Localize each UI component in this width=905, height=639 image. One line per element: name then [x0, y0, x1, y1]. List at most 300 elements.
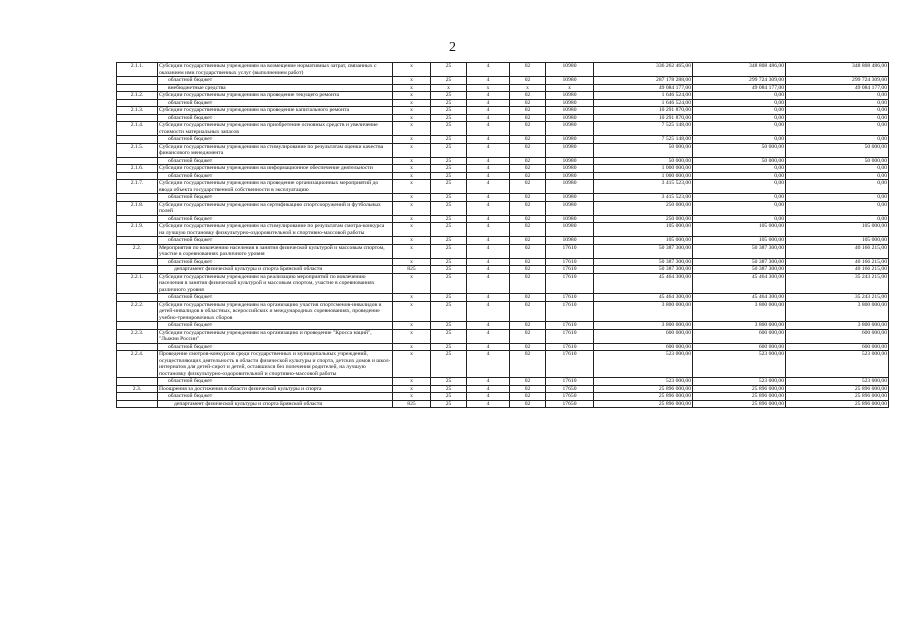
row-name: Субсидии государственным учреждениям на организацию и проведение "Кросса наций", "Лыжни России" [158, 329, 393, 343]
row-target: 02 [510, 400, 546, 408]
row-expense-type: 17610 [546, 343, 594, 351]
row-sum-year1: 50 387 300,00 [594, 266, 693, 274]
table-row [117, 215, 889, 223]
row-code [117, 393, 158, 401]
row-section: 25 [431, 107, 467, 115]
row-code: 2.2. [117, 244, 158, 258]
row-grbs: х [393, 84, 431, 92]
row-target: 02 [510, 180, 546, 194]
table-row [117, 180, 889, 194]
row-sum-year3: 0,00 [786, 165, 889, 173]
row-expense-type: 17650 [546, 400, 594, 408]
row-target: 02 [510, 92, 546, 100]
row-sum-year3: 0,00 [786, 201, 889, 215]
row-expense-type: 10980 [546, 77, 594, 85]
row-sum-year1: 3 415 523,00 [594, 194, 693, 202]
row-name: Мероприятия по вовлечению населения в занятия физической культурой и массовым спортом, участие в соревнованиях различного уровня [158, 244, 393, 258]
row-sum-year2: 0,00 [693, 122, 786, 136]
row-code [117, 343, 158, 351]
row-name: Субсидии государственным учреждениям на проведение текущего ремонта [158, 92, 393, 100]
row-sum-year1: 600 000,00 [594, 343, 693, 351]
row-expense-type: 10980 [546, 165, 594, 173]
row-expense-type: 17610 [546, 258, 594, 266]
row-code [117, 322, 158, 330]
row-sum-year2: 50 000,00 [693, 143, 786, 157]
row-target: 02 [510, 237, 546, 245]
row-section: 25 [431, 157, 467, 165]
row-expense-type: х [546, 84, 594, 92]
table-row [117, 378, 889, 386]
row-code [117, 157, 158, 165]
row-grbs: х [393, 201, 431, 215]
row-subsection: 4 [467, 63, 510, 77]
row-sum-year2: 25 896 000,00 [693, 393, 786, 401]
row-code [117, 194, 158, 202]
row-sum-year1: 50 387 300,00 [594, 258, 693, 266]
row-sum-year3: 0,00 [786, 172, 889, 180]
row-section: 25 [431, 180, 467, 194]
row-subsection: 4 [467, 157, 510, 165]
row-code: 2.3. [117, 385, 158, 393]
table-row [117, 258, 889, 266]
row-target: 02 [510, 114, 546, 122]
row-code [117, 258, 158, 266]
row-subsection: 4 [467, 172, 510, 180]
row-expense-type: 10980 [546, 63, 594, 77]
row-name: областной бюджет [158, 114, 393, 122]
row-grbs: х [393, 136, 431, 144]
row-subsection: 4 [467, 273, 510, 294]
row-expense-type: 10980 [546, 136, 594, 144]
row-section: 25 [431, 92, 467, 100]
row-name: Проведение смотров-конкурсов среди государственных и муниципальных учреждений, осуществляющих деятельность в области физической культуры и спорта, детских домов и школ-интернатов для детей-сирот и детей, оставшихся без попечения родителей, на лучшую постановку физкультурно-оздоровительной и спортивно-массовой работы [158, 351, 393, 378]
row-code [117, 266, 158, 274]
row-sum-year1: 1 000 000,00 [594, 165, 693, 173]
row-subsection: 4 [467, 201, 510, 215]
row-grbs: х [393, 343, 431, 351]
row-subsection: 4 [467, 378, 510, 386]
row-sum-year1: 3 415 523,00 [594, 180, 693, 194]
row-section: 25 [431, 122, 467, 136]
row-section: 25 [431, 301, 467, 322]
row-sum-year2: 50 387 300,00 [693, 266, 786, 274]
row-sum-year1: 45 464 300,00 [594, 294, 693, 302]
row-sum-year2: 0,00 [693, 92, 786, 100]
row-target: 02 [510, 136, 546, 144]
row-expense-type: 17650 [546, 393, 594, 401]
table-row [117, 122, 889, 136]
row-sum-year1: 250 000,00 [594, 215, 693, 223]
row-target: 02 [510, 194, 546, 202]
row-subsection: 4 [467, 385, 510, 393]
row-target: 02 [510, 301, 546, 322]
table-row [117, 172, 889, 180]
row-grbs: х [393, 99, 431, 107]
budget-table [116, 62, 889, 408]
row-subsection: 4 [467, 194, 510, 202]
row-grbs: х [393, 378, 431, 386]
row-name: Субсидии государственным учреждениям на проведение организационных мероприятий до ввода объекта государственной собственности в эксплуатацию [158, 180, 393, 194]
row-expense-type: 10980 [546, 172, 594, 180]
row-code [117, 77, 158, 85]
row-grbs: х [393, 322, 431, 330]
row-target: 02 [510, 99, 546, 107]
table-row [117, 266, 889, 274]
row-code [117, 237, 158, 245]
row-sum-year3: 523 000,00 [786, 378, 889, 386]
row-sum-year3: 348 808 486,00 [786, 63, 889, 77]
row-sum-year1: 45 464 300,00 [594, 273, 693, 294]
table-row [117, 92, 889, 100]
table-row [117, 107, 889, 115]
row-subsection: 4 [467, 114, 510, 122]
row-sum-year2: 50 000,00 [693, 157, 786, 165]
row-grbs: х [393, 258, 431, 266]
row-section: 25 [431, 393, 467, 401]
row-sum-year2: 25 896 000,00 [693, 400, 786, 408]
row-sum-year3: 0,00 [786, 114, 889, 122]
row-grbs: х [393, 114, 431, 122]
row-section: 25 [431, 266, 467, 274]
table-row [117, 393, 889, 401]
row-sum-year2: 25 896 000,00 [693, 385, 786, 393]
row-sum-year2: 0,00 [693, 136, 786, 144]
row-expense-type: 10980 [546, 122, 594, 136]
table-row [117, 385, 889, 393]
table-row [117, 201, 889, 215]
row-expense-type: 17610 [546, 294, 594, 302]
row-subsection: 4 [467, 77, 510, 85]
row-code: 2.2.2. [117, 301, 158, 322]
row-sum-year2: 600 000,00 [693, 329, 786, 343]
row-sum-year3: 299 724 309,00 [786, 77, 889, 85]
row-sum-year2: 348 808 486,00 [693, 63, 786, 77]
row-grbs: х [393, 301, 431, 322]
row-subsection: 4 [467, 180, 510, 194]
table-row [117, 343, 889, 351]
row-code: 2.1.7. [117, 180, 158, 194]
row-name: областной бюджет [158, 77, 393, 85]
row-subsection: 4 [467, 351, 510, 378]
row-sum-year1: 3 800 000,00 [594, 301, 693, 322]
row-name: внебюджетные средства [158, 84, 393, 92]
row-target: х [510, 84, 546, 92]
table-row [117, 322, 889, 330]
row-sum-year2: 0,00 [693, 194, 786, 202]
row-sum-year2: 0,00 [693, 107, 786, 115]
row-expense-type: 10980 [546, 114, 594, 122]
row-code: 2.1.8. [117, 201, 158, 215]
table-row [117, 301, 889, 322]
row-target: 02 [510, 157, 546, 165]
table-row [117, 237, 889, 245]
row-subsection: 4 [467, 329, 510, 343]
row-target: 02 [510, 201, 546, 215]
row-sum-year1: 7 525 148,00 [594, 136, 693, 144]
row-name: Поощрения за достижения в области физической культуры и спорта [158, 385, 393, 393]
row-expense-type: 17610 [546, 301, 594, 322]
row-code: 2.2.1. [117, 273, 158, 294]
row-sum-year2: 50 387 300,00 [693, 258, 786, 266]
row-name: департамент физической культуры и спорта Брянской области [158, 266, 393, 274]
row-sum-year1: 1 646 524,00 [594, 92, 693, 100]
row-sum-year2: 0,00 [693, 215, 786, 223]
row-expense-type: 17610 [546, 266, 594, 274]
row-subsection: х [467, 84, 510, 92]
row-subsection: 4 [467, 258, 510, 266]
row-subsection: 4 [467, 92, 510, 100]
row-grbs: х [393, 393, 431, 401]
row-subsection: 4 [467, 122, 510, 136]
row-grbs: х [393, 385, 431, 393]
row-name: областной бюджет [158, 157, 393, 165]
table-row [117, 351, 889, 378]
row-sum-year3: 0,00 [786, 180, 889, 194]
row-grbs: х [393, 180, 431, 194]
row-sum-year2: 0,00 [693, 114, 786, 122]
row-name: Субсидии государственным учреждениям на приобретение основных средств и увеличение стоимости материальных запасов [158, 122, 393, 136]
row-name: областной бюджет [158, 237, 393, 245]
row-expense-type: 10980 [546, 92, 594, 100]
table-row [117, 223, 889, 237]
row-target: 02 [510, 122, 546, 136]
row-grbs: х [393, 237, 431, 245]
row-expense-type: 17610 [546, 322, 594, 330]
row-section: 25 [431, 294, 467, 302]
row-code: 2.1.9. [117, 223, 158, 237]
table-row [117, 194, 889, 202]
row-subsection: 4 [467, 99, 510, 107]
row-grbs: х [393, 157, 431, 165]
row-target: 02 [510, 215, 546, 223]
row-target: 02 [510, 294, 546, 302]
row-sum-year2: 49 084 177,00 [693, 84, 786, 92]
row-sum-year1: 105 000,00 [594, 223, 693, 237]
row-sum-year1: 105 000,00 [594, 237, 693, 245]
row-section: 25 [431, 322, 467, 330]
row-subsection: 4 [467, 322, 510, 330]
row-sum-year2: 600 000,00 [693, 343, 786, 351]
row-target: 02 [510, 351, 546, 378]
table-row [117, 157, 889, 165]
row-expense-type: 17610 [546, 244, 594, 258]
row-grbs: х [393, 215, 431, 223]
row-code [117, 114, 158, 122]
row-sum-year1: 7 525 148,00 [594, 122, 693, 136]
row-sum-year1: 50 000,00 [594, 157, 693, 165]
row-sum-year1: 49 084 177,00 [594, 84, 693, 92]
row-section: 25 [431, 378, 467, 386]
row-section: 25 [431, 329, 467, 343]
row-sum-year3: 49 084 177,00 [786, 84, 889, 92]
row-sum-year3: 0,00 [786, 215, 889, 223]
row-grbs: х [393, 194, 431, 202]
row-sum-year1: 10 291 870,00 [594, 114, 693, 122]
row-code: 2.1.5. [117, 143, 158, 157]
budget-table-body [117, 63, 889, 408]
table-row [117, 244, 889, 258]
row-subsection: 4 [467, 165, 510, 173]
row-grbs: х [393, 165, 431, 173]
row-expense-type: 10980 [546, 215, 594, 223]
row-target: 02 [510, 77, 546, 85]
row-section: 25 [431, 258, 467, 266]
row-sum-year2: 0,00 [693, 99, 786, 107]
row-section: 25 [431, 273, 467, 294]
row-grbs: х [393, 77, 431, 85]
row-grbs: х [393, 273, 431, 294]
table-row [117, 400, 889, 408]
row-section: 25 [431, 136, 467, 144]
row-sum-year1: 250 000,00 [594, 201, 693, 215]
row-expense-type: 17610 [546, 378, 594, 386]
row-sum-year3: 600 000,00 [786, 329, 889, 343]
row-sum-year1: 50 000,00 [594, 143, 693, 157]
row-subsection: 4 [467, 393, 510, 401]
row-grbs: х [393, 143, 431, 157]
row-sum-year1: 600 000,00 [594, 329, 693, 343]
row-name: Субсидии государственным учреждениям на стимулирование по результатам смотра-конкурса на лучшую постановку физкультурно-оздоровительной и спортивно-массовой работы [158, 223, 393, 237]
row-code [117, 378, 158, 386]
row-sum-year2: 0,00 [693, 201, 786, 215]
row-sum-year1: 336 262 465,00 [594, 63, 693, 77]
row-section: 25 [431, 237, 467, 245]
row-subsection: 4 [467, 301, 510, 322]
row-sum-year3: 25 896 000,00 [786, 400, 889, 408]
row-subsection: 4 [467, 343, 510, 351]
row-name: областной бюджет [158, 194, 393, 202]
row-expense-type: 10980 [546, 143, 594, 157]
table-row [117, 136, 889, 144]
row-sum-year1: 3 800 000,00 [594, 322, 693, 330]
row-section: 25 [431, 215, 467, 223]
row-sum-year2: 523 000,00 [693, 378, 786, 386]
row-name: Субсидии государственным учреждениям на стимулирование по результатам оценки качества финансового менеджмента [158, 143, 393, 157]
row-subsection: 4 [467, 143, 510, 157]
page-number: 2 [449, 40, 456, 55]
row-section: 25 [431, 165, 467, 173]
row-target: 02 [510, 329, 546, 343]
row-name: Субсидии государственным учреждениям на организацию участия спортсменов-инвалидов и детей-инвалидов в областных, всероссийских и международных соревнованиях, проведение учебно-тренировочных сборов [158, 301, 393, 322]
row-section: 25 [431, 194, 467, 202]
row-code [117, 400, 158, 408]
row-name: областной бюджет [158, 294, 393, 302]
row-sum-year2: 523 000,00 [693, 351, 786, 378]
row-subsection: 4 [467, 266, 510, 274]
table-row [117, 84, 889, 92]
table-row [117, 63, 889, 77]
row-grbs: х [393, 244, 431, 258]
row-sum-year3: 40 166 215,00 [786, 258, 889, 266]
row-section: х [431, 84, 467, 92]
row-sum-year3: 25 896 000,00 [786, 385, 889, 393]
row-sum-year3: 40 166 215,00 [786, 266, 889, 274]
row-grbs: х [393, 122, 431, 136]
row-grbs: х [393, 223, 431, 237]
table-row [117, 165, 889, 173]
row-section: 25 [431, 114, 467, 122]
row-sum-year1: 1 000 000,00 [594, 172, 693, 180]
row-name: областной бюджет [158, 393, 393, 401]
row-target: 02 [510, 343, 546, 351]
row-subsection: 4 [467, 400, 510, 408]
table-row [117, 114, 889, 122]
row-expense-type: 10980 [546, 99, 594, 107]
row-subsection: 4 [467, 294, 510, 302]
row-target: 02 [510, 244, 546, 258]
row-sum-year1: 25 896 000,00 [594, 393, 693, 401]
row-section: 25 [431, 172, 467, 180]
row-grbs: 825 [393, 400, 431, 408]
row-section: 25 [431, 400, 467, 408]
row-sum-year1: 25 896 000,00 [594, 385, 693, 393]
row-name: областной бюджет [158, 322, 393, 330]
row-target: 02 [510, 266, 546, 274]
row-name: областной бюджет [158, 378, 393, 386]
row-expense-type: 10980 [546, 107, 594, 115]
row-name: Субсидии государственным учреждениям на проведение капитального ремонта [158, 107, 393, 115]
row-expense-type: 10980 [546, 157, 594, 165]
row-name: Субсидии государственным учреждениям на сертификацию спортсооружений и футбольных полей [158, 201, 393, 215]
row-subsection: 4 [467, 244, 510, 258]
row-grbs: х [393, 92, 431, 100]
row-name: Субсидии государственным учреждениям на возмещение нормативных затрат, связанных с оказанием ими государственных услуг (выполнением работ) [158, 63, 393, 77]
row-name: областной бюджет [158, 258, 393, 266]
row-section: 25 [431, 63, 467, 77]
row-target: 02 [510, 63, 546, 77]
row-subsection: 4 [467, 223, 510, 237]
row-sum-year2: 3 800 000,00 [693, 301, 786, 322]
row-sum-year1: 523 000,00 [594, 351, 693, 378]
row-code: 2.1.1. [117, 63, 158, 77]
row-sum-year1: 50 387 300,00 [594, 244, 693, 258]
row-sum-year3: 0,00 [786, 136, 889, 144]
row-section: 25 [431, 99, 467, 107]
row-code: 2.2.4. [117, 351, 158, 378]
row-sum-year2: 50 387 300,00 [693, 244, 786, 258]
row-sum-year1: 10 291 870,00 [594, 107, 693, 115]
row-code: 2.2.3. [117, 329, 158, 343]
row-expense-type: 10980 [546, 201, 594, 215]
row-sum-year2: 3 800 000,00 [693, 322, 786, 330]
row-code [117, 172, 158, 180]
row-grbs: х [393, 172, 431, 180]
row-sum-year2: 45 464 300,00 [693, 273, 786, 294]
row-sum-year3: 0,00 [786, 107, 889, 115]
row-target: 02 [510, 258, 546, 266]
row-code [117, 215, 158, 223]
row-grbs: 825 [393, 266, 431, 274]
row-name: департамент физической культуры и спорта Брянской области [158, 400, 393, 408]
row-grbs: х [393, 329, 431, 343]
row-sum-year3: 523 000,00 [786, 351, 889, 378]
row-target: 02 [510, 143, 546, 157]
row-code: 2.1.6. [117, 165, 158, 173]
row-sum-year2: 45 464 300,00 [693, 294, 786, 302]
table-row [117, 99, 889, 107]
row-grbs: х [393, 63, 431, 77]
row-name: областной бюджет [158, 172, 393, 180]
row-target: 02 [510, 223, 546, 237]
row-sum-year3: 0,00 [786, 92, 889, 100]
row-grbs: х [393, 294, 431, 302]
row-sum-year1: 1 646 524,00 [594, 99, 693, 107]
row-grbs: х [393, 107, 431, 115]
row-sum-year3: 25 896 000,00 [786, 393, 889, 401]
row-sum-year2: 0,00 [693, 165, 786, 173]
row-target: 02 [510, 107, 546, 115]
row-target: 02 [510, 322, 546, 330]
